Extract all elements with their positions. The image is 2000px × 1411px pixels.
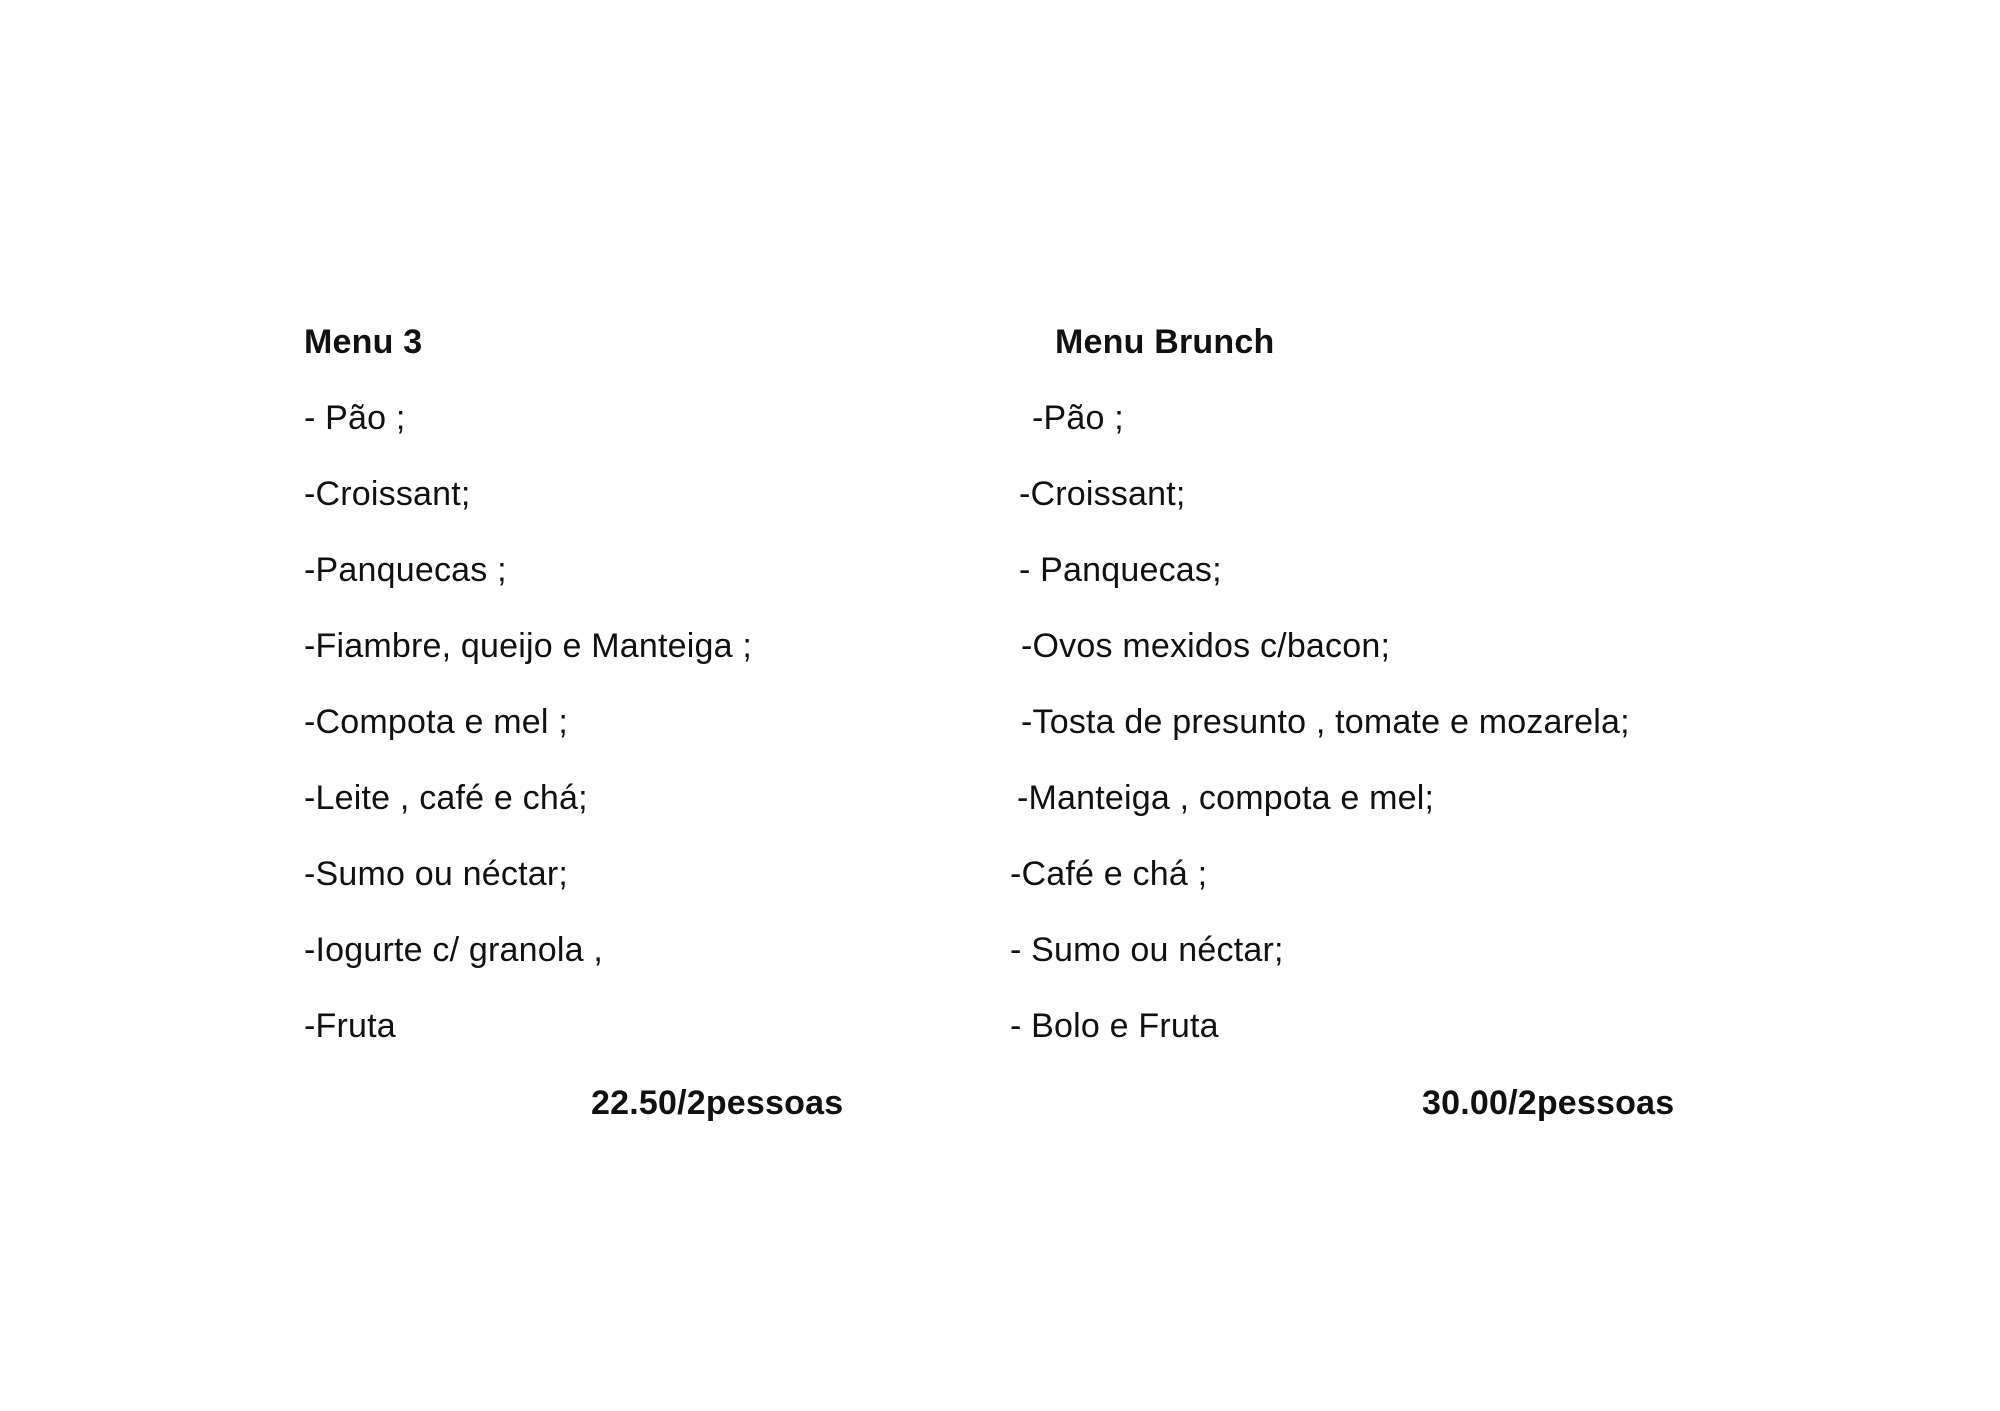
menu-3-item-fiambre: -Fiambre, queijo e Manteiga ;: [304, 627, 753, 665]
menu-3-item-croissant: -Croissant;: [304, 475, 471, 513]
menu-brunch-title: Menu Brunch: [1055, 323, 1275, 361]
menu-3-item-panquecas: -Panquecas ;: [304, 551, 507, 589]
menu-3-item-leite: -Leite , café e chá;: [304, 779, 588, 817]
menu-3-item-pao: - Pão ;: [304, 399, 406, 437]
menu-brunch-item-ovos: -Ovos mexidos c/bacon;: [1021, 627, 1391, 665]
menu-brunch-item-pao: -Pão ;: [1032, 399, 1124, 437]
menu-brunch-item-cafe: -Café e chá ;: [1010, 855, 1208, 893]
menu-brunch-price: 30.00/2pessoas: [1422, 1084, 1675, 1122]
menu-3-title: Menu 3: [304, 323, 423, 361]
menu-brunch-item-panquecas: - Panquecas;: [1019, 551, 1222, 589]
menu-3-item-iogurte: -Iogurte c/ granola ,: [304, 931, 604, 969]
menu-brunch-item-manteiga: -Manteiga , compota e mel;: [1017, 779, 1435, 817]
menu-3-item-sumo: -Sumo ou néctar;: [304, 855, 568, 893]
menu-3-price: 22.50/2pessoas: [591, 1084, 844, 1122]
menu-brunch-item-tosta: -Tosta de presunto , tomate e mozarela;: [1021, 703, 1630, 741]
menu-3-item-compota: -Compota e mel ;: [304, 703, 568, 741]
menu-brunch-item-bolo-fruta: - Bolo e Fruta: [1010, 1007, 1219, 1045]
menu-brunch-item-croissant: -Croissant;: [1019, 475, 1186, 513]
menu-3-item-fruta: -Fruta: [304, 1007, 396, 1045]
menu-brunch-item-sumo: - Sumo ou néctar;: [1010, 931, 1284, 969]
